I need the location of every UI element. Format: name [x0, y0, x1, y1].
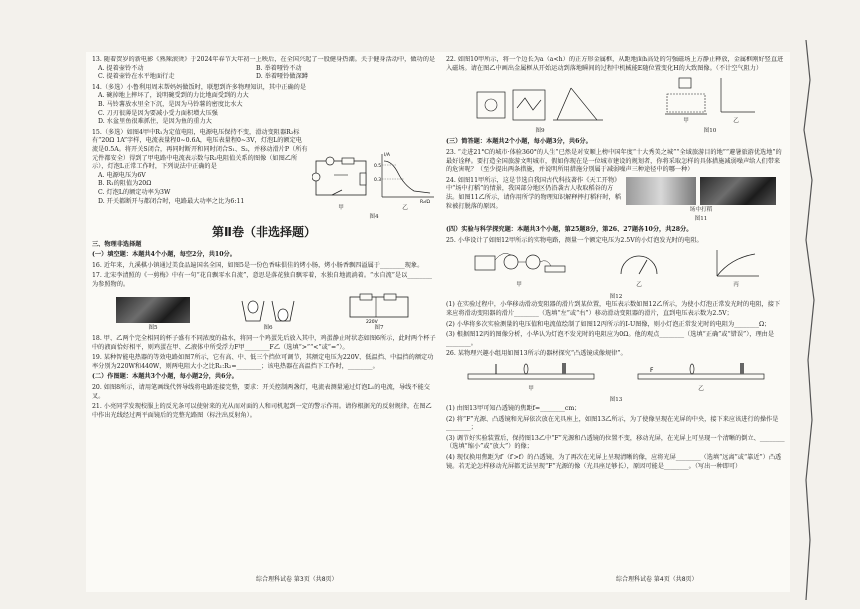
page-footer-left: 综合理科试卷 第3页（共8页）	[256, 576, 338, 583]
question-24	[446, 177, 786, 224]
figure-10	[663, 76, 757, 135]
question-15	[92, 129, 436, 222]
circuit-diagram-4a	[312, 155, 370, 203]
graph-4b-y1: 0.5	[374, 163, 382, 169]
question-25: 25. 小华设计了如图12甲所示的实物电路，测量一个额定电压为2.5V的小灯泡发光时的电阻。	[446, 236, 703, 244]
q14-option-d: D. 水盆里鱼很难抓住，是因为鱼的重力大	[98, 118, 212, 126]
question-26-3: (3) 调节好实验装置后，保持图13乙中“F”光源和凸透镜的位置不变，移动光屏，在光屏上可呈现一个清晰的倒立、________（选填“缩小”或“放大”）的像；	[446, 434, 785, 451]
question-26-2: (2) 将“F”光源、凸透镜和光屏依次放在光具座上，如图13乙所示，为了使像呈现在光屏的中央，接下来应该进行的操作是________；	[446, 415, 779, 432]
figure-9-drawings	[475, 84, 605, 126]
page-footer-right: 综合理科试卷 第4页（共8页）	[616, 576, 698, 583]
question-24-text: 24. 如图11甲所示，这是节选自我国古代科技著作《天工开物》中“场中打稻”的情景，我国部分地区仍沿袭古人收取稻谷的方法。如图11乙所示，请你用所学的物理知识解释摔打稻秆时，稻粒被打脱落的原因。	[446, 176, 621, 210]
figure-10a-frame	[663, 76, 709, 116]
right-column	[446, 56, 786, 566]
question-17: 17. 北宋李清照的《一剪梅》中有一句“花自飘零水自流”，意思是落花独自飘零着，水独自地流淌着。“水自流”是以________为参照物的。	[92, 272, 433, 288]
question-13	[92, 56, 436, 82]
q15-option-c: C. 灯泡L的额定功率为3W	[98, 188, 171, 196]
torn-paper-edge	[800, 40, 840, 600]
question-26: 26. 某物理兴趣小组用如图13所示的器材探究“凸透镜成像规律”。	[446, 350, 627, 358]
figure-7-caption: 图7	[374, 324, 384, 331]
figure-12b	[617, 248, 661, 290]
section-3-2-heading: (二）作图题：本题共3个小题，每小题2分，共6分。	[92, 373, 238, 381]
q15-option-a: A. 电源电压为6V	[98, 171, 146, 179]
figure-9	[475, 84, 605, 136]
grilled-sausage-photo	[116, 297, 190, 323]
figures-5-7	[92, 293, 436, 333]
heater-circuit-diagram	[346, 293, 412, 323]
figure-12b-label: 乙	[636, 282, 642, 289]
figure-5-caption: 图5	[148, 324, 158, 331]
question-22: 22. 如图10甲所示，将一个边长为a（a<h）的正方形金属框，从距地面h高处的匀强磁场上方静止释放，金属框刚好竖直进入磁场。请在图乙中画出金属框从开始运动到落地瞬间的过程中机械能E随位置变化H的大致图像。（不计空气阻力）	[446, 56, 784, 72]
figure-11	[626, 177, 776, 224]
figure-12-caption: 图12	[609, 293, 623, 300]
figure-13b-label: 乙	[698, 385, 704, 392]
question-16: 16. 近年来，九溪棋小镇通过美食品遍国名全国，如图5是一份色香味俱佳的烤小肠，烤小肠香飘四溢属于________现象。	[92, 261, 424, 269]
figure-10b-label: 乙	[733, 118, 739, 125]
part-2-title: 第Ⅱ卷（非选择题）	[212, 224, 316, 239]
experiment-circuit	[471, 248, 567, 280]
figure-12-row	[446, 248, 786, 290]
question-15-stem: 15.（多选）如图4甲中R₁为定值电阻，电源电压保持不变，滑动变阻器R₂标有“20Ω 1A”字样，电流表量程0~0.6A，电压表量程0~3V，灯泡L的额定电流是0.5A。将开关S闭合，再同时断开和同时闭合S₁、S₂，并移动滑片P（所有元件都安全）得到了甲电路中电流表示数与R₂电阻值关系的图像（如图乙所示），灯泡L正常工作时，下列说法中正确的是	[92, 128, 308, 171]
question-26-1: (1) 由图13甲可知凸透镜的焦距f=________cm；	[446, 405, 581, 413]
question-25-2: (2) 小华将多次实验测量的电压值和电流值绘制了如图12丙所示的I-U图像，则小灯泡正常发光时的电阻为________Ω；	[446, 320, 771, 328]
figure-4-caption: 图4	[369, 214, 379, 221]
section-4-heading: (四）实验与科学探究题：本题共3个小题，第25题8分，第26、27题各10分，共28分。	[446, 225, 693, 233]
question-19: 19. 某种智能电热器的等效电路如图7所示，它有高、中、低三个挡位可调节，其额定电压为220V、低温挡、中温挡的额定功率分别为220W和440W，则两电阻大小之比R₁:R₂=________；该电热器在高温挡下工作时，________。	[92, 354, 434, 370]
figure-13a-label: 甲	[528, 385, 534, 392]
figure-7-voltage: 220V	[366, 319, 378, 323]
figure-13b	[636, 362, 766, 394]
question-21: 21. 小亮同学发现校服上的反光条可以使射来的光从而对面的人和司机起到一定的警示作用。请你根据光的反射规律，在图乙中作出光线经过两平面镜后的完整光路图（标注出反射角）。	[92, 403, 432, 419]
voltmeter-dial	[617, 248, 661, 280]
figure-4	[312, 151, 436, 222]
figure-12a	[471, 248, 567, 290]
figure-10a-label: 甲	[683, 118, 689, 125]
eggs-in-cups-diagram	[238, 297, 298, 323]
q15-option-d: D. 开关都断开与都闭合时，电路最大功率之比为6:11	[98, 197, 245, 205]
figure-12a-label: 甲	[516, 282, 522, 289]
graph-4b-xlabel: R₂/Ω	[420, 199, 430, 203]
optical-bench-a	[466, 362, 596, 384]
graph-4b	[374, 151, 436, 203]
figure-13a	[466, 362, 596, 394]
q14-option-b: B. 马铃薯放水里全下沉，是因为马铃薯的密度比水大	[98, 100, 243, 108]
q13-option-c: C. 提着壶铃在水平地面行走	[98, 73, 175, 81]
figure-4a-label: 甲	[338, 204, 344, 211]
i-u-graph	[711, 248, 761, 280]
question-25-3: (3) 根据图12丙的图像分析，小华认为灯泡不发光时的电阻应为0Ω。他的观点________（选填“正确”或“错误”），理由是________。	[446, 331, 775, 347]
figure-13-caption: 图13	[609, 397, 623, 404]
figure-12c-label: 丙	[733, 282, 739, 289]
question-25-1: (1) 在实验过程中，小华移动滑动变阻器的滑片到某位置，电压表示数如图12乙所示，为使小灯泡正常发光时的电阻，接下来应将滑动变阻器的滑片________（选填“左”或“右”）移动滑动变阻器的滑片，直到电压表示数为2.5V；	[446, 301, 781, 317]
figure-11-sub-caption: 场中打稻	[689, 206, 713, 213]
figure-6-caption: 图6	[263, 324, 273, 331]
question-23: 23. “走进21°C的城市·体验360°的人生”已然是对安顺上榜中国年度“十大秀美之城”“全域旅游目的地”“避暑旅游优选地”的最好诠释。要打造全国旅游文明城市，假如你现在是一位城市建设的规划者，你将采取怎样的具体措施减弱噪声给人们带来的危害呢？（至少提出两条措施，并说明所用措施分别属于减弱噪声三种途径中的哪一种）	[446, 148, 782, 174]
exam-sheet	[86, 52, 790, 592]
question-26-4: (4) 现仅换用焦距为f′（f′>f）的凸透镜，为了再次在光屏上呈现清晰的像，应将光屏________（选填“远离”或“靠近”）凸透镜。若无论怎样移动光屏都无法呈现“F”光源的像（光具座足够长），原因可能是________。（写出一种即可）	[446, 454, 782, 470]
figure-10-caption: 图10	[703, 127, 717, 134]
question-18: 18. 甲、乙两个完全相同的杯子盛有不同浓度的盐水，将同一个鸡蛋先后放入其中，鸡蛋静止时状态如图6所示，此时两个杯子中的液面恰好相平，则鸡蛋在甲、乙液体中所受浮力F甲________F乙（选填“>”“<”或“=”）。	[92, 335, 436, 351]
question-20: 20. 如图8所示，请用笔画线代替导线将电路连接完整，要求：开关控制两盏灯，电流表测量通过灯泡L₁的电流，导线不能交叉。	[92, 384, 430, 400]
q13-option-b: B. 举着哑铃不动	[256, 64, 302, 72]
graph-4b-y2: 0.3	[374, 177, 382, 183]
figure-5	[116, 297, 190, 333]
figure-12c	[711, 248, 761, 290]
q13-option-d: D. 举着哑铃做深蹲	[256, 73, 308, 81]
figure-13-row	[446, 362, 786, 394]
q14-option-c: C. 刀刃很薄是因为要减小受力面积增大压强	[98, 109, 218, 117]
figure-7	[346, 293, 412, 333]
figure-9-caption: 图9	[535, 127, 545, 134]
question-13-stem: 13. 随着贺岁的新电影《熟辣滚烫》于2024年春节大年初一上映后，在全国兴起了一股健身热潮。关于健身活动中，做功的是	[92, 56, 436, 63]
left-column	[92, 56, 436, 566]
figures-9-10	[446, 76, 786, 135]
graph-4b-ylabel: I/A	[384, 152, 390, 158]
threshing-painting	[626, 177, 696, 205]
figure-11-caption: 图11	[694, 216, 708, 223]
section-3-heading: 三、物理非选择题	[92, 240, 142, 248]
q15-option-b: B. R₁的阻值为20Ω	[98, 180, 152, 188]
section-3-3-heading: (三）简答题：本题共2个小题，每小题3分，共6分。	[446, 138, 592, 146]
section-3-1-heading: (一）填空题：本题共4个小题，每空2分，共10分。	[92, 251, 236, 259]
threshing-photo	[700, 177, 776, 205]
svg-text:F: F	[650, 366, 654, 374]
figure-4b-label: 乙	[402, 204, 408, 211]
q14-option-a: A. 碗掉地上摔坏了，说明碗受到的力比地面受到的力大	[98, 92, 249, 100]
q13-option-a: A. 提着壶铃不动	[98, 64, 144, 72]
figure-6	[238, 297, 298, 333]
question-14-stem: 14.（多选）小鲁利用周末帮妈妈做饭时，联想到许多物理知识，其中正确的是	[92, 83, 307, 91]
figure-10b-axes	[715, 76, 757, 116]
optical-bench-b	[636, 362, 766, 384]
question-14	[92, 84, 436, 127]
